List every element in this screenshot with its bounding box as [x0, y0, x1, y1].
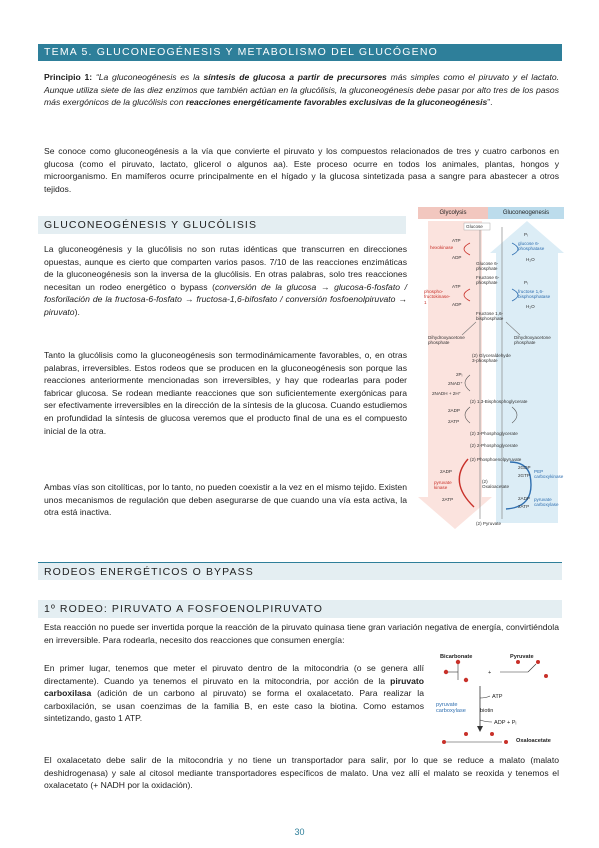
principle-label: Principio 1: — [44, 72, 96, 82]
principle-bold-2: reacciones energéticamente favorables exclusivas de la gluconeogénesis — [185, 97, 488, 108]
pyruvate-carboxylase-label: pyruvate carboxylase — [534, 497, 559, 508]
intro-paragraph: Se conoce como gluconeogénesis a la vía que convierte el piruvato y los compuestos relacionados de tres y cuatro carbonos en glucosa (como el piruvato, lactato, glicerol o algunos aa). Este proceso ocurre en todos los animales, plantas, hongos y microorganismo. En mamíferos ocurre principalmente en el hígado y la glucosa sintetizada pasa a sangre para abastecer a otros tejidos. — [44, 146, 559, 194]
comparison-paragraph-3: Ambas vías son citolíticas, por lo tanto, no pueden coexistir a la vez en el mismo tejido. Existen unos mecanismos de regulación que deben asegurarse de que cuando una vía esta activa, la otra está inactiva. — [44, 482, 407, 518]
glucose-label: Glucose — [466, 224, 483, 229]
section-title-bypass: RODEOS ENERGÉTICOS O BYPASS — [38, 562, 562, 580]
fructose-bisphosphatase-label: fructose 1,6-bisphosphatase — [518, 289, 551, 300]
structure-drawings — [436, 654, 560, 752]
comparison-paragraph-1: La gluconeogénesis y la glucólisis no son rutas idénticas que transcurren en direcciones opuestas, aunque es cierto que comparten varios pasos. 7/10 de las reacciones enzimáticas de la gluconeogénesis son la inversa de la glucólisis. En otras palabras, solo tres reacciones necesitan un rodeo energético o bypass (conversión de la glucosa → glucosa-6-fosfato / fosforilación de la fructosa-6-fosfato → fructosa-1,6-bifosfato / conversión fosfoenolpiruvato → piruvato). — [44, 244, 407, 317]
bypass-paragraph-2: En primer lugar, tenemos que meter el piruvato dentro de la mitocondria (o se genera allí directamente). Cuando ya tenemos el piruvato en la mitocondria, por acción de la piruvato carboxilasa (adición de un carbono al piruvato) se forma el oxalacetato. Para realizar la carboxilación, se usan coenzimas de la familia B, en este caso la biotina. Como estamos sintetizando, gasto 1 ATP. — [44, 663, 424, 724]
bicarbonate-label: Bicarbonate — [440, 654, 473, 660]
section-title-gluconeogenesis-glycolysis: GLUCONEOGÉNESIS Y GLUCÓLISIS — [38, 216, 406, 234]
bypass-paragraph-3: El oxalacetato debe salir de la mitocondria y no tiene un transportador para salir, por lo que se reduce a malato (malato deshidrogenasa) y sale al citosol mediante transportadores específicos de malato. Una vez allí el malato se reoxida y tenemos el oxalacetato (+ NADH por la oxidación). — [44, 755, 559, 791]
glycolysis-header: Glycolysis — [418, 207, 488, 219]
enzyme-label: pyruvate carboxylase — [436, 702, 466, 715]
principle-paragraph: Principio 1: “La gluconeogénesis es la síntesis de glucosa a partir de precursores más simples como el piruvato y el lactato. Aunque utiliza siete de las diez enzimos que también actúan en la glucólisis, la gluconeogénesis debe pasar por alto tres de los pasos más exergónicos de la glucólisis con reacciones energéticamente favorables exclusivas de la gluconeogénesis”. — [44, 72, 560, 108]
hexokinase-label: hexokinase — [430, 245, 454, 250]
carboxylation-reaction-figure: Bicarbonate Pyruvate + pyruvate carboxylase ATP biotin ADP + Pᵢ Oxaloacetate — [436, 654, 560, 752]
page-number: 30 — [294, 827, 305, 837]
bypass-paragraph-1: Esta reacción no puede ser invertida porque la reacción de la piruvato quinasa tiene gran variación negativa de energía, convirtiéndola en irreversible. Para rodearla, necesito dos reacciones que consumen energía: — [44, 622, 559, 645]
gluconeogenesis-header: Gluconeogenesis — [488, 207, 564, 219]
pyruvate-carboxylase-term: piruvato carboxilasa — [44, 675, 424, 699]
pyruvate-structure-label: Pyruvate — [510, 654, 534, 660]
glucose-6-phosphatase-label: glucose 6-phosphatase — [518, 241, 545, 252]
comparison-paragraph-2: Tanto la glucólisis como la gluconeogénesis son termodinámicamente favorables, o, en otras palabras, irreversibles. Estos rodeos que se producen en la gluconeogénesis son porque las reacciones anteriormente mencionadas son irreversibles, y hay que rodearlas para poder fabricar glucosa. Se rodean mediante reacciones que son suficientemente exergónicas para ser efectivamente irreversibles en la dirección de la síntesis de la glucosa. Cuando estudiemos en profundidad la síntesis de glucosa veremos que el producto final de una es el compuesto inicial de la otra. — [44, 350, 407, 436]
phosphofructokinase-label: phospho-fructokinase-1 — [424, 289, 451, 305]
pyruvate-kinase-label: pyruvate kinase — [434, 480, 452, 491]
pep-carboxykinase-label: PEP carboxykinase — [534, 469, 564, 480]
glycolysis-gluconeogenesis-diagram: Glycolysis Gluconeogenesis Glucose ATP ADP hexokinase glucose 6-phosphatase Pᵢ H₂O Glucose 6-phosphate Fructose 6-phosphate ATP ADP phospho-fructokinase-1 fructose 1,6-bisphosphatase Pᵢ H₂O Fructose 1,6-bisphosphate Dihydroxyacetone phosphate Dihydroxyacetone phosphate (2) Glyceraldehyde 3-phosphate 2Pᵢ 2NAD⁺ 2NADH + 2H⁺ (2) 1,3-Bisphosphoglycerate 2ADP 2ATP (2) 3-Phosphoglycerate (2) 2-Phosphoglycerate (2) Phosphoenolpyruvate 2ADP 2ATP pyruvate kinase 2GDP 2GTP 2ADP 2ATP PEP carboxykinase pyruvate carboxylase (2) Oxaloacetate (2) Pyruvate — [418, 207, 564, 532]
pyruvate-label: (2) Pyruvate — [476, 521, 502, 526]
section-title-first-bypass: 1º RODEO: PIRUVATO A FOSFOENOLPIRUVATO — [38, 600, 562, 618]
principle-bold-1: síntesis de glucosa a partir de precursores — [203, 72, 387, 82]
chapter-header: TEMA 5. GLUCONEOGÉNESIS Y METABOLISMO DEL GLUCÓGENO — [38, 44, 562, 61]
oxaloacetate-label: Oxaloacetate — [516, 738, 551, 744]
